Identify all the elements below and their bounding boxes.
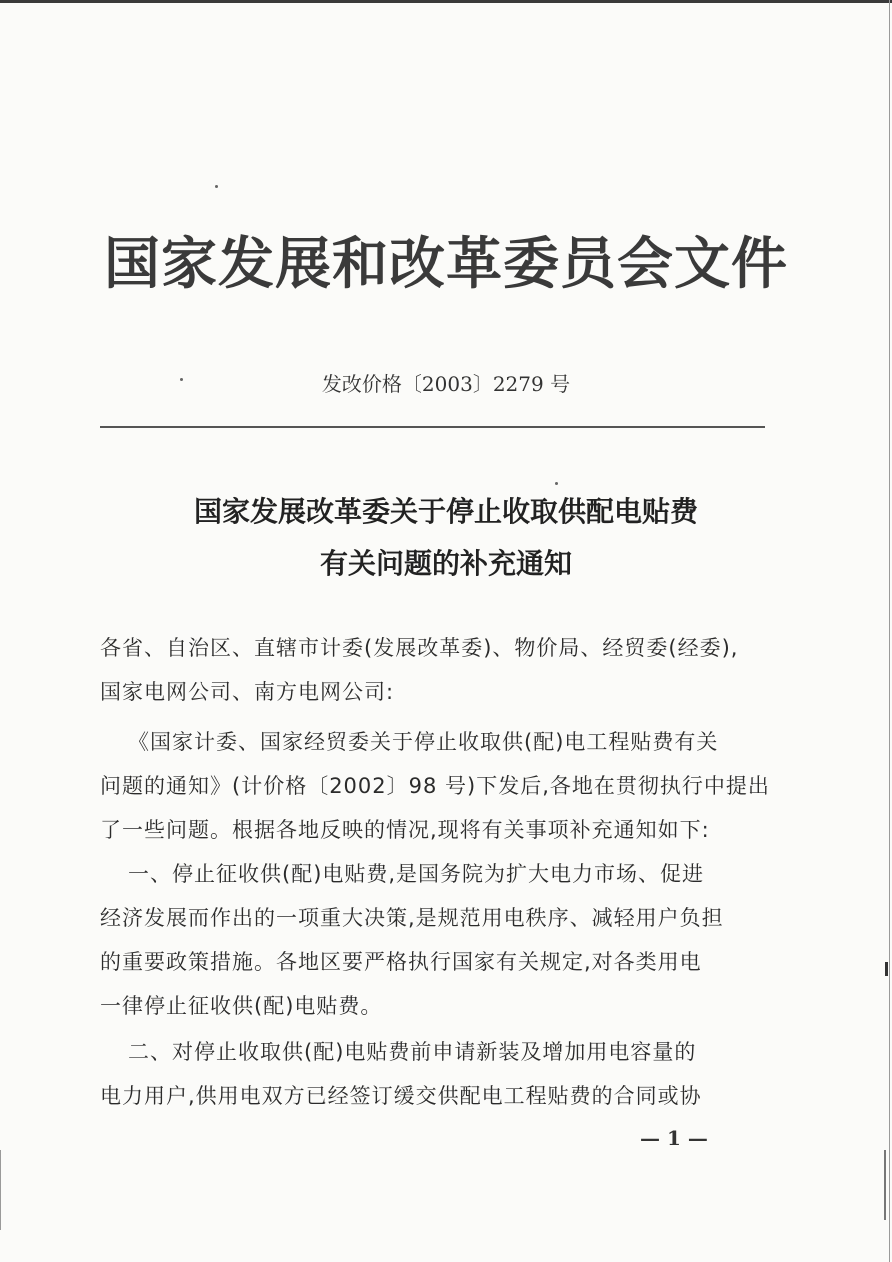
scan-speck: [555, 482, 558, 485]
scan-mark: [0, 1150, 1, 1230]
body-line: 二、对停止收取供(配)电贴费前申请新装及增加用电容量的: [128, 1040, 697, 1064]
notice-title-line-2: 有关问题的补充通知: [319, 547, 572, 580]
scan-edge-top: [0, 0, 892, 3]
scan-speck: [215, 185, 218, 188]
body-line: 一律停止征收供(配)电贴费。: [100, 994, 383, 1018]
body-line: 国家电网公司、南方电网公司:: [100, 680, 395, 704]
body-line: 经济发展而作出的一项重大决策,是规范用电秩序、减轻用户负担: [100, 906, 724, 930]
scan-mark: [884, 1150, 886, 1220]
body-line: 各省、自治区、直辖市计委(发展改革委)、物价局、经贸委(经委),: [100, 636, 739, 660]
document-number: 发改价格〔2003〕2279 号: [321, 372, 571, 396]
page-number: — 1 —: [640, 1126, 708, 1150]
body-line: 电力用户,供用电双方已经签订缓交供配电工程贴费的合同或协: [100, 1084, 702, 1108]
body-line: 了一些问题。根据各地反映的情况,现将有关事项补充通知如下:: [100, 818, 710, 842]
header-divider: [100, 426, 765, 428]
body-line: 《国家计委、国家经贸委关于停止收取供(配)电工程贴费有关: [128, 730, 719, 754]
scan-mark: [885, 962, 888, 976]
scan-edge-right: [889, 0, 890, 1262]
body-line: 的重要政策措施。各地区要严格执行国家有关规定,对各类用电: [100, 950, 702, 974]
notice-title-line-1: 国家发展改革委关于停止收取供配电贴费: [193, 495, 698, 528]
body-line: 问题的通知》(计价格〔2002〕98 号)下发后,各地在贯彻执行中提出: [100, 774, 770, 798]
organization-title: 国家发展和改革委员会文件: [104, 231, 788, 297]
body-line: 一、停止征收供(配)电贴费,是国务院为扩大电力市场、促进: [128, 862, 705, 886]
